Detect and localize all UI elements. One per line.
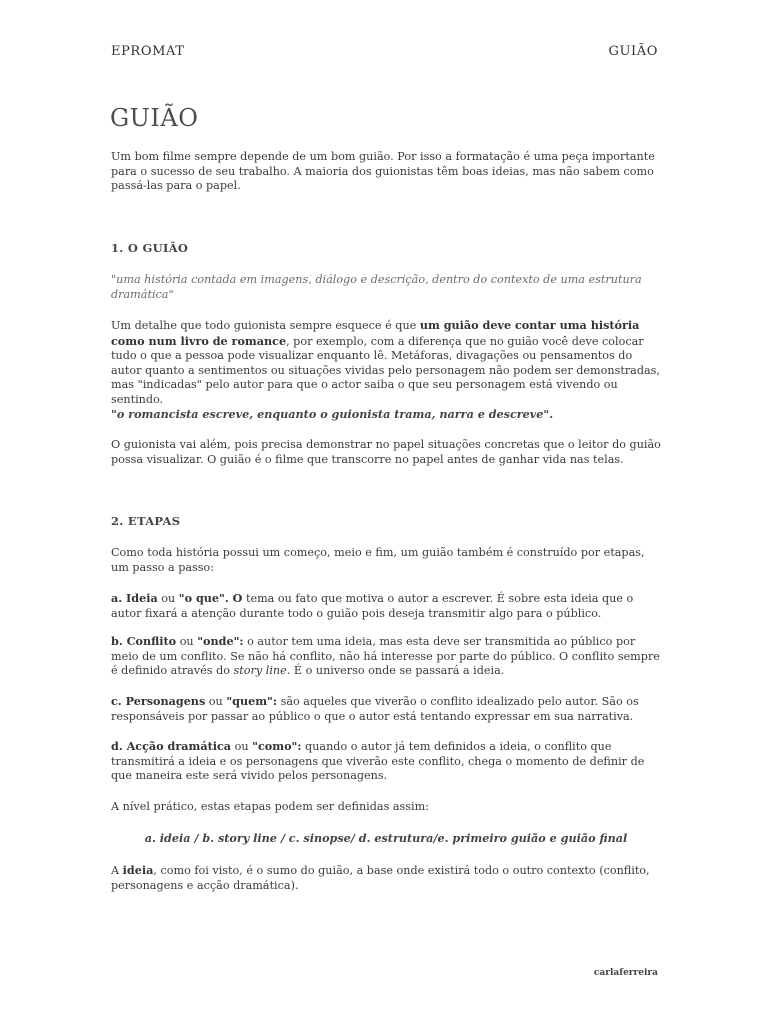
stage-a-paragraph [111, 591, 661, 621]
stage-a-quoted: "o que". O [178, 591, 243, 605]
stage-b-text: o autor tem uma ideia, mas esta deve ser transmitida ao público por meio de um conflito. Se não há conflito, não há interesse por parte do público. O conflito sempre é definido através do [111, 635, 660, 678]
page-title: GUIÃO [110, 104, 199, 132]
stage-d-text: quando o autor já tem definidos a ideia, o conflito que transmitirá a ideia e os personagens que viverão este conflito, chega o momento de definir de que maneira este será vivido pelos personagens. [111, 740, 645, 783]
paragraph-text: , como foi visto, é o sumo do guião, a base onde existirá todo o outro contexto (conflito, personagens e acção dramática). [111, 864, 650, 892]
romancista-quote: "o romancista escreve, enquanto o guionista trama, narra e descreve". [111, 407, 554, 421]
section2-intro: Como toda história possui um começo, meio e fim, um guião também é construído por etapas, um passo a passo: [111, 546, 645, 574]
stage-a-text: tema ou fato que motiva o autor a escrever. É sobre esta ideia que o autor fixará a atenção durante todo o guião pois deseja transmitir algo para o público. [111, 592, 634, 620]
paragraph-text: , por exemplo, com a diferença que no guião você deve colocar tudo o que a pessoa pode visualizar enquanto lê. Metáforas, divagações ou pensamentos do autor quanto a sentimentos ou situações vividas pelo personagem não podem ser demonstradas, mas "indicadas" pelo autor para que o actor saiba o que seu personagem está vivendo ou sentindo. [111, 334, 660, 406]
stage-d-label: d. Acção dramática [111, 739, 232, 753]
stages-summary-line: a. ideia / b. story line / c. sinopse/ d. estrutura/e. primeiro guião e guião final [144, 831, 628, 845]
paragraph-text: A [111, 864, 123, 877]
header-left: EPROMAT [111, 44, 185, 59]
intro-paragraph: Um bom filme sempre depende de um bom guião. Por isso a formatação é uma peça importante para o sucesso de seu trabalho. A maioria dos guionistas têm boas ideias, mas não sabem como passá-las para o papel. [111, 150, 655, 193]
practical-level-paragraph: A nível prático, estas etapas podem ser definidas assim: [111, 800, 429, 813]
connector-text: ou [157, 592, 179, 605]
section1-paragraph-2: O guionista vai além, pois precisa demonstrar no papel situações concretas que o leitor do guião possa visualizar. O guião é o filme que transcorre no papel antes de ganhar vida nas telas. [111, 438, 661, 466]
ideia-term: ideia [122, 863, 154, 877]
ideia-paragraph [111, 863, 661, 893]
stage-d-paragraph [111, 739, 661, 784]
connector-text: ou [231, 740, 253, 753]
connector-text: ou [205, 695, 227, 708]
story-line-term: story line [233, 664, 287, 678]
definition-quote: "uma história contada em imagens, diálogo e descrição, dentro do contexto de uma estrutura dramática" [111, 273, 642, 301]
section1-paragraph-1 [111, 318, 661, 408]
section2-heading: 2. ETAPAS [111, 514, 181, 528]
paragraph-text: Um detalhe que todo guionista sempre esquece é que [111, 319, 420, 332]
stage-c-paragraph [111, 694, 661, 724]
connector-text: ou [176, 635, 198, 648]
stage-b-text-end: . É o universo onde se passará a ideia. [286, 664, 505, 678]
stage-c-label: c. Personagens [111, 694, 206, 708]
emphasis-text: um guião deve contar uma história como num livro de romance [111, 318, 640, 348]
stage-b-paragraph [111, 634, 661, 679]
header-right: GUIÃO [608, 44, 658, 59]
stage-c-quoted: "quem": [226, 694, 278, 708]
stage-c-text: são aqueles que viverão o conflito idealizado pelo autor. São os responsáveis por passar ao público o que o autor está tentando expressar em sua narrativa. [111, 695, 639, 723]
stage-b-label: b. Conflito [111, 634, 177, 648]
stage-b-quoted: "onde": [197, 634, 244, 648]
stage-d-quoted: "como": [252, 739, 302, 753]
section1-heading: 1. O GUIÃO [111, 241, 189, 255]
footer-author: carlaferreira [593, 968, 658, 978]
stage-a-label: a. Ideia [111, 591, 158, 605]
